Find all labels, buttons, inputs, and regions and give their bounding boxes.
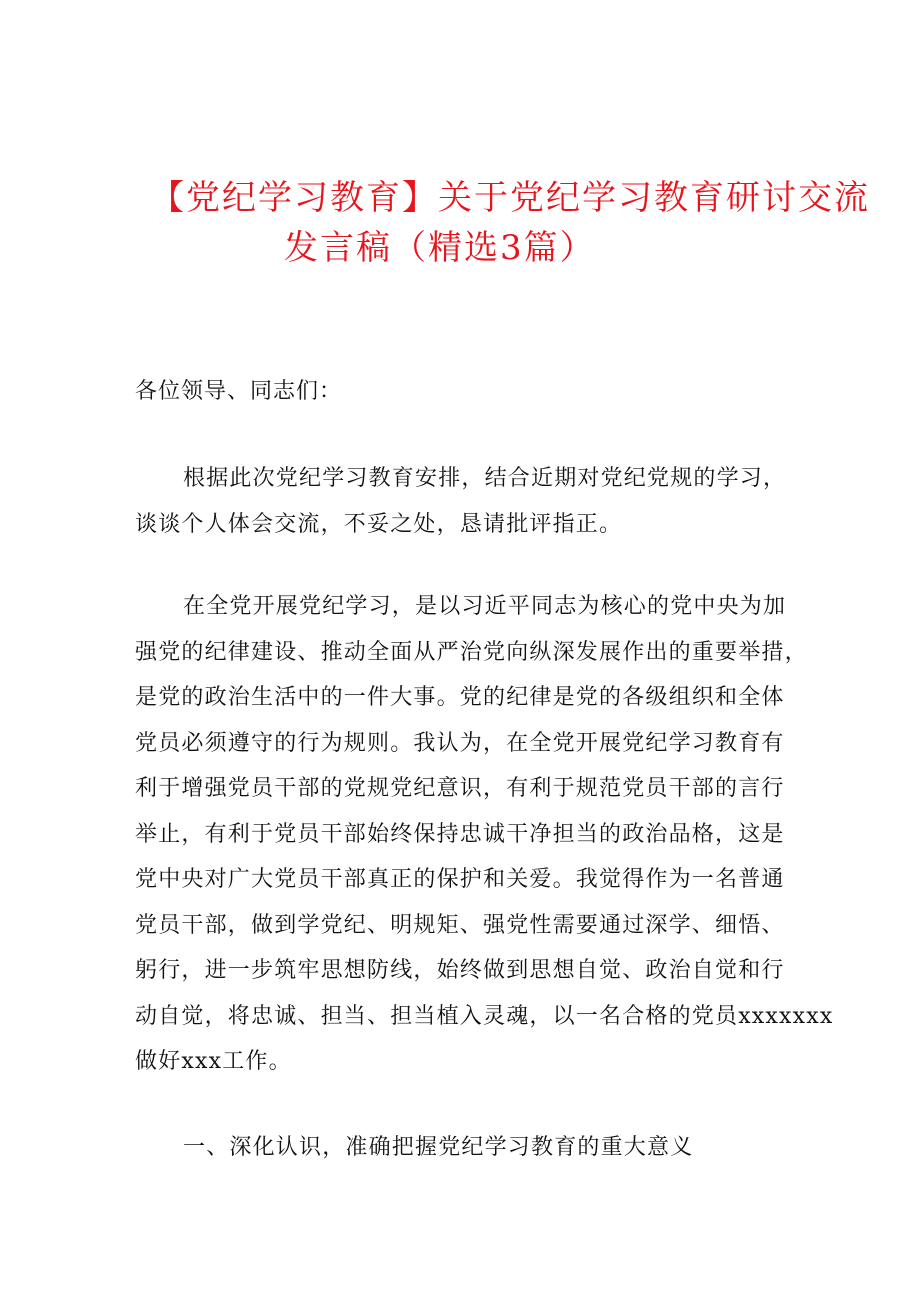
paragraph-line: 党中央对广大党员干部真正的保护和关爱。我觉得作为一名普通 [135, 867, 785, 892]
paragraph-line: 强党的纪律建设、推动全面从严治党向纵深发展作出的重要举措， [135, 639, 808, 665]
paragraph-intro [135, 456, 795, 547]
salutation: 各位领导、同志们： [135, 379, 343, 404]
paragraph-line: 在全党开展党纪学习，是以习近平同志为核心的党中央为加 [183, 594, 787, 619]
paragraph-line: 做好xxx工作。 [135, 1049, 292, 1074]
section-heading-1: 一、深化认识，准确把握党纪学习教育的重大意义 [183, 1135, 694, 1160]
paragraph-line: 举止，有利于党员干部始终保持忠诚干净担当的政治品格，这是 [135, 821, 785, 847]
paragraph-line: 利于增强党员干部的党规党纪意识，有利于规范党员干部的言行 [135, 776, 785, 801]
paragraph-line: 谈谈个人体会交流，不妥之处，恳请批评指正。 [135, 511, 623, 537]
paragraph-line: 党员必须遵守的行为规则。我认为，在全党开展党纪学习教育有 [135, 730, 785, 756]
paragraph-line: 躬行，进一步筑牢思想防线，始终做到思想自觉、政治自觉和行 [135, 958, 785, 983]
document-title-line-1: 【党纪学习教育】关于党纪学习教育研讨交流 [150, 177, 870, 218]
paragraph-line: 是党的政治生活中的一件大事。党的纪律是党的各级组织和全体 [135, 685, 785, 710]
document-title [0, 173, 920, 273]
paragraph-line: 根据此次党纪学习教育安排，结合近期对党纪党规的学习， [183, 466, 787, 491]
paragraph-line: 动自觉，将忠诚、担当、担当植入灵魂，以一名合格的党员xxxxxxx [135, 1003, 834, 1029]
document-title-line-2: 发言稿（精选3篇） [284, 227, 596, 268]
paragraph-body [135, 584, 834, 1085]
paragraph-line: 党员干部，做到学党纪、明规矩、强党性需要通过深学、细悟、 [135, 912, 785, 938]
